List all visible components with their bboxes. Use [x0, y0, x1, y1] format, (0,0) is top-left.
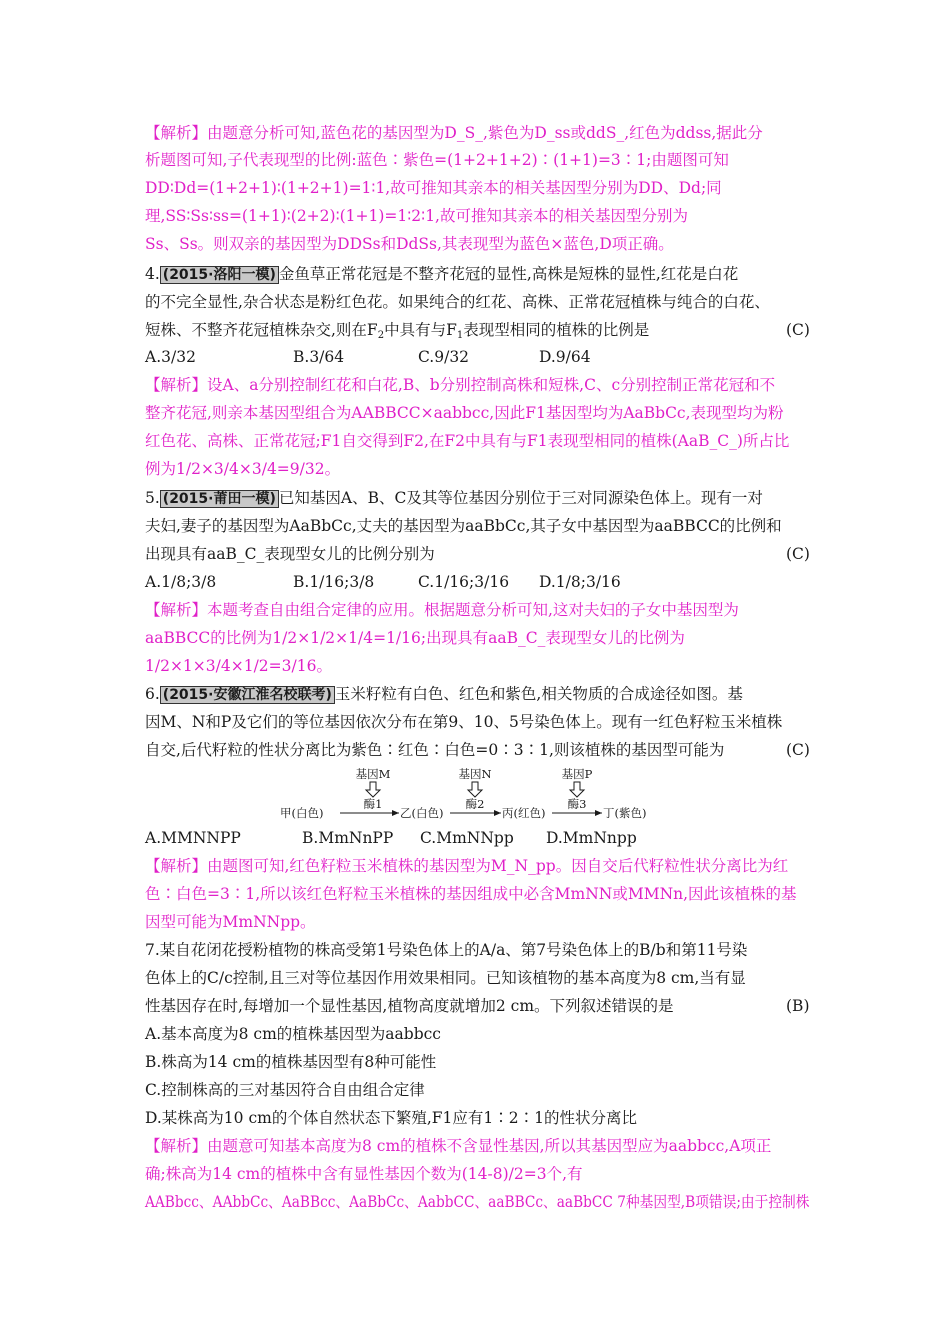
- enzyme-2-label: 酶2: [465, 797, 485, 811]
- explanation-line: Ss、Ss。则双亲的基因型为DDSs和DdSs,其表现型为蓝色×蓝色,D项正确。: [145, 235, 674, 253]
- substance-jia: 甲(白色): [280, 806, 324, 820]
- option-c: C.9/32: [418, 348, 470, 366]
- answer-label: (C): [786, 321, 810, 339]
- gene-p-label: 基因P: [561, 767, 593, 781]
- question-7-line: 色体上的C/c控制,且三对等位基因作用效果相同。已知该植物的基本高度为8 cm,当有显: [145, 969, 746, 987]
- option-b: B.1/16;3/8: [293, 573, 375, 591]
- question-6-line: 自交,后代籽粒的性状分离比为紫色∶红色∶白色=0∶3∶1,则该植株的基因型可能为: [145, 741, 725, 759]
- answer-label: (C): [786, 741, 810, 759]
- substance-ding: 丁(紫色): [603, 806, 647, 820]
- option-b: B.MmNnPP: [302, 829, 394, 847]
- question-6-line: 因M、N和P及它们的等位基因依次分布在第9、10、5号染色体上。现有一红色籽粒玉米植株: [145, 713, 783, 731]
- option-a: A.3/32: [145, 348, 196, 366]
- question-source-badge: (2015·洛阳一模): [160, 266, 279, 284]
- question-source-badge: (2015·安徽江淮名校联考): [160, 686, 335, 704]
- explanation-line: 例为1/2×3/4×3/4=9/32。: [145, 460, 341, 478]
- question-7-line: 性基因存在时,每增加一个显性基因,植物高度就增加2 cm。下列叙述错误的是: [145, 997, 674, 1015]
- explanation-line: 1/2×1×3/4×1/2=3/16。: [145, 657, 332, 675]
- option-d: D.1/8;3/16: [539, 573, 621, 591]
- question-text: 已知基因A、B、C及其等位基因分别位于三对同源染色体上。现有一对: [278, 489, 763, 507]
- answer-label: (B): [786, 997, 810, 1015]
- explanation-line: 红色花、高株、正常花冠;F1自交得到F2,在F2中具有与F1表现型相同的植株(AaB_C_)所占比: [145, 432, 790, 450]
- option-b: B.株高为14 cm的植株基因型有8种可能性: [145, 1053, 437, 1071]
- explanation-line: 析题图可知,子代表现型的比例:蓝色∶紫色=(1+2+1+2)∶(1+1)=3∶1;由题图可知: [145, 151, 729, 169]
- option-d: D.某株高为10 cm的个体自然状态下繁殖,F1应有1∶2∶1的性状分离比: [145, 1109, 637, 1127]
- question-number: 5.: [145, 489, 160, 507]
- option-b: B.3/64: [293, 348, 345, 366]
- explanation-line: 【解析】由题图可知,红色籽粒玉米植株的基因型为M_N_pp。因自交后代籽粒性状分离比为红: [145, 857, 789, 875]
- question-source-badge: (2015·莆田一模): [160, 490, 279, 508]
- question-5-line: 出现具有aaB_C_表现型女儿的比例分别为: [145, 545, 435, 563]
- explanation-line: 因型可能为MmNNpp。: [145, 913, 316, 931]
- down-arrow-icon: [570, 782, 584, 797]
- gene-n-label: 基因N: [458, 767, 492, 781]
- question-number: 4.: [145, 265, 160, 283]
- question-text: 金鱼草正常花冠是不整齐花冠的显性,高株是短株的显性,红花是白花: [278, 265, 739, 283]
- subscript: 1: [456, 330, 464, 341]
- explanation-line: 【解析】由题意分析可知,蓝色花的基因型为D_S_,紫色为D_ss或ddS_,红色为ddss,据此分: [145, 124, 763, 142]
- explanation-line: 色∶白色=3∶1,所以该红色籽粒玉米植株的基因组成中必含MmNN或MMNn,因此该植株的基: [145, 885, 797, 903]
- explanation-line: 【解析】由题意可知基本高度为8 cm的植株不含显性基因,所以其基因型应为aabbcc,A项正: [145, 1137, 772, 1155]
- option-c: C.MmNNpp: [420, 829, 514, 847]
- option-a: A.1/8;3/8: [145, 573, 217, 591]
- option-a: A.基本高度为8 cm的植株基因型为aabbcc: [145, 1025, 441, 1043]
- enzyme-3-label: 酶3: [567, 797, 587, 811]
- option-a: A.MMNNPP: [145, 829, 241, 847]
- answer-label: (C): [786, 545, 810, 563]
- question-5-line: 夫妇,妻子的基因型为AaBbCc,丈夫的基因型为aaBbCc,其子女中基因型为aaBBCC的比例和: [145, 517, 782, 535]
- question-number: 6.: [145, 685, 160, 703]
- down-arrow-icon: [468, 782, 482, 797]
- question-6-line: [145, 683, 810, 705]
- explanation-line: 【解析】本题考查自由组合定律的应用。根据题意分析可知,这对夫妇的子女中基因型为: [145, 601, 739, 619]
- option-c: C.控制株高的三对基因符合自由组合定律: [145, 1081, 425, 1099]
- down-arrow-icon: [366, 782, 380, 797]
- question-4-line: 的不完全显性,杂合状态是粉红色花。如果纯合的红花、高株、正常花冠植株与纯合的白花、: [145, 293, 770, 311]
- explanation-line: aaBBCC的比例为1/2×1/2×1/4=1/16;出现具有aaB_C_表现型女儿的比例为: [145, 629, 685, 647]
- question-4-line: [145, 319, 810, 341]
- question-text: 中具有与F: [384, 321, 457, 339]
- enzyme-1-label: 酶1: [363, 797, 383, 811]
- option-d: D.9/64: [539, 348, 591, 366]
- question-5-line: [145, 487, 810, 509]
- option-c: C.1/16;3/16: [418, 573, 510, 591]
- explanation-line: 整齐花冠,则亲本基因型组合为AABBCC×aabbcc,因此F1基因型均为AaBbCc,表现型均为粉: [145, 404, 784, 422]
- explanation-line: 确;株高为14 cm的植株中含有显性基因个数为(14-8)/2=3个,有: [145, 1165, 583, 1183]
- explanation-line: AABbcc、AAbbCc、AaBBcc、AaBbCc、AabbCC、aaBBCc、aaBbCC 7种基因型,B项错误;由于控制株: [145, 1193, 810, 1211]
- gene-m-label: 基因M: [355, 767, 391, 781]
- question-text: 表现型相同的植株的比例是: [463, 321, 650, 339]
- subscript: 2: [377, 330, 385, 341]
- pathway-diagram: [280, 766, 660, 826]
- substance-bing: 丙(红色): [502, 806, 546, 820]
- question-7-line: 7.某自花闭花授粉植物的株高受第1号染色体上的A/a、第7号染色体上的B/b和第11号染: [145, 941, 748, 959]
- question-text: 玉米籽粒有白色、红色和紫色,相关物质的合成途径如图。基: [334, 685, 743, 703]
- explanation-line: 【解析】设A、a分别控制红花和白花,B、b分别控制高株和短株,C、c分别控制正常花冠和不: [145, 376, 776, 394]
- option-d: D.MmNnpp: [546, 829, 637, 847]
- substance-yi: 乙(白色): [400, 806, 444, 820]
- question-text: 短株、不整齐花冠植株杂交,则在F: [145, 321, 378, 339]
- question-4-line: [145, 263, 810, 285]
- explanation-line: DD∶Dd=(1+2+1)∶(1+2+1)=1∶1,故可推知其亲本的相关基因型分别为DD、Dd;同: [145, 179, 722, 197]
- explanation-line: 理,SS∶Ss∶ss=(1+1)∶(2+2)∶(1+1)=1∶2∶1,故可推知其亲本的相关基因型分别为: [145, 207, 688, 225]
